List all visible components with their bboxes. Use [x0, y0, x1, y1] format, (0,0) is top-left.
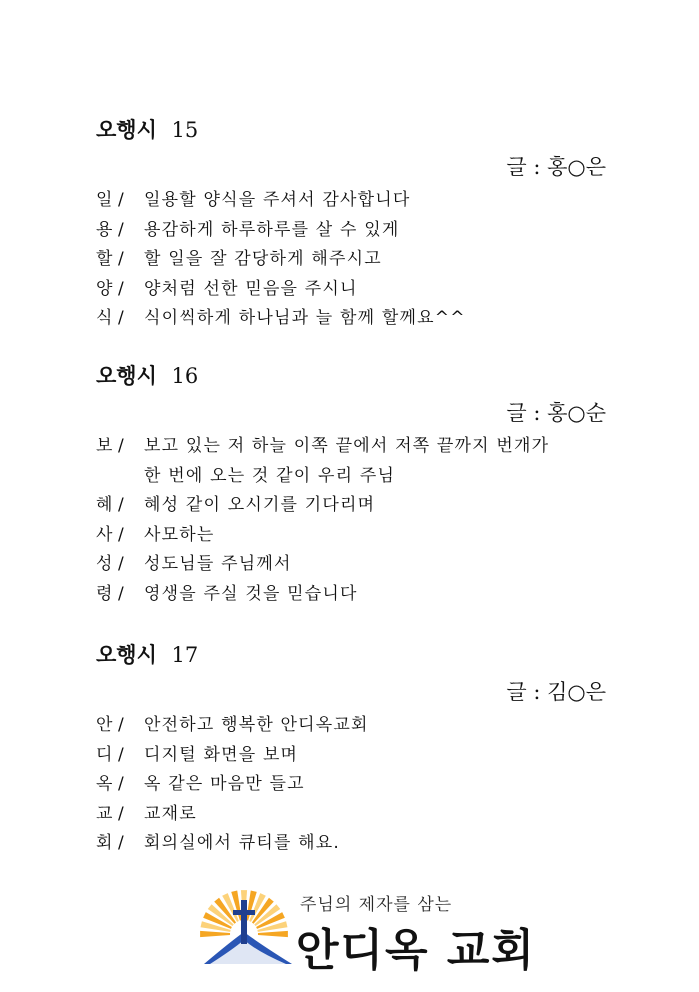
line-text: 옥 같은 마음만 들고 — [144, 774, 305, 794]
acrostic-letter: 옥 — [96, 774, 114, 794]
line-text: 용감하게 하루하루를 살 수 있게 — [144, 219, 400, 240]
poem-title-prefix: 오행시 — [96, 363, 157, 388]
line-text: 식이씩하게 하나님과 늘 함께 할께요^^ — [144, 308, 466, 328]
poem-lines — [96, 711, 606, 859]
line-separator: / — [118, 190, 125, 210]
line-separator: / — [118, 715, 125, 735]
poem-author: 글 : 홍○은 — [506, 155, 606, 179]
acrostic-letter: 회 — [96, 833, 114, 853]
poem-line — [96, 800, 606, 830]
line-text: 안전하고 행복한 안디옥교회 — [144, 715, 369, 735]
line-separator: / — [118, 278, 125, 299]
acrostic-letter: 령 — [96, 583, 114, 604]
poem-line — [96, 245, 606, 275]
acrostic-letter: 안 — [96, 715, 114, 735]
poem-line — [96, 550, 606, 580]
poem-author: 글 : 김○은 — [506, 680, 606, 704]
poem-16 — [96, 362, 606, 609]
acrostic-letter: 교 — [96, 803, 114, 824]
poem-line — [96, 304, 606, 334]
sun-ray — [200, 931, 230, 937]
poem-number: 16 — [171, 364, 199, 388]
line-separator: / — [118, 803, 125, 824]
poem-line — [96, 491, 606, 521]
line-text: 사모하는 — [144, 524, 215, 545]
poem-title — [96, 362, 606, 390]
church-logo — [200, 884, 536, 976]
poem-lines — [96, 432, 606, 609]
line-text: 디지털 화면을 보며 — [144, 744, 299, 765]
line-separator: / — [118, 249, 125, 269]
poem-number: 17 — [171, 643, 199, 667]
line-separator: / — [118, 436, 125, 456]
acrostic-letter: 성 — [96, 554, 114, 574]
poem-title — [96, 116, 606, 144]
poem-line-continuation — [96, 462, 606, 492]
line-text: 양처럼 선한 믿음을 주시니 — [144, 278, 358, 299]
line-separator: / — [118, 308, 125, 328]
sun-ray — [258, 931, 288, 937]
poem-line — [96, 216, 606, 246]
line-separator: / — [118, 744, 125, 765]
line-separator: / — [118, 554, 125, 574]
line-text: 보고 있는 저 하늘 이쪽 끝에서 저쪽 끝까지 번개가 — [144, 436, 550, 456]
acrostic-letter: 일 — [96, 190, 114, 210]
line-separator: / — [118, 495, 125, 515]
acrostic-letter: 식 — [96, 308, 114, 328]
acrostic-letter: 양 — [96, 278, 114, 299]
cross-sunburst-icon — [200, 884, 296, 970]
line-text: 할 일을 잘 감당하게 해주시고 — [144, 249, 382, 269]
poem-line — [96, 829, 606, 859]
line-separator: / — [118, 583, 125, 604]
acrostic-letter: 사 — [96, 524, 114, 545]
poem-line — [96, 580, 606, 610]
line-text: 혜성 같이 오시기를 기다리며 — [144, 495, 376, 515]
line-text: 한 번에 오는 것 같이 우리 주님 — [144, 465, 396, 486]
poem-line — [96, 521, 606, 551]
poem-title-prefix: 오행시 — [96, 117, 157, 142]
line-separator: / — [118, 833, 125, 853]
acrostic-letter: 용 — [96, 219, 114, 240]
poem-line — [96, 711, 606, 741]
line-text: 일용할 양식을 주셔서 감사합니다 — [144, 190, 411, 210]
line-separator: / — [118, 524, 125, 545]
acrostic-letter: 혜 — [96, 495, 114, 515]
logo-church-name: 안디옥 교회 — [296, 925, 536, 976]
line-text: 교재로 — [144, 803, 197, 824]
poem-line — [96, 432, 606, 462]
poem-line — [96, 275, 606, 305]
poem-lines — [96, 186, 606, 334]
acrostic-letter: 할 — [96, 249, 114, 269]
poem-title — [96, 641, 606, 669]
poem-15 — [96, 116, 606, 334]
poem-line — [96, 186, 606, 216]
line-separator: / — [118, 774, 125, 794]
line-text: 회의실에서 큐티를 해요. — [144, 833, 341, 853]
line-text: 성도님들 주님께서 — [144, 554, 292, 574]
line-separator: / — [118, 219, 125, 240]
poem-title-prefix: 오행시 — [96, 642, 157, 667]
poem-line — [96, 770, 606, 800]
acrostic-letter: 보 — [96, 436, 114, 456]
poem-line — [96, 741, 606, 771]
acrostic-letter: 디 — [96, 744, 114, 765]
line-text: 영생을 주실 것을 믿습니다 — [144, 583, 358, 604]
poem-author: 글 : 홍○순 — [506, 401, 606, 425]
logo-subtitle: 주님의 제자를 삼는 — [300, 895, 453, 915]
poem-17 — [96, 641, 606, 859]
poem-number: 15 — [171, 118, 199, 142]
